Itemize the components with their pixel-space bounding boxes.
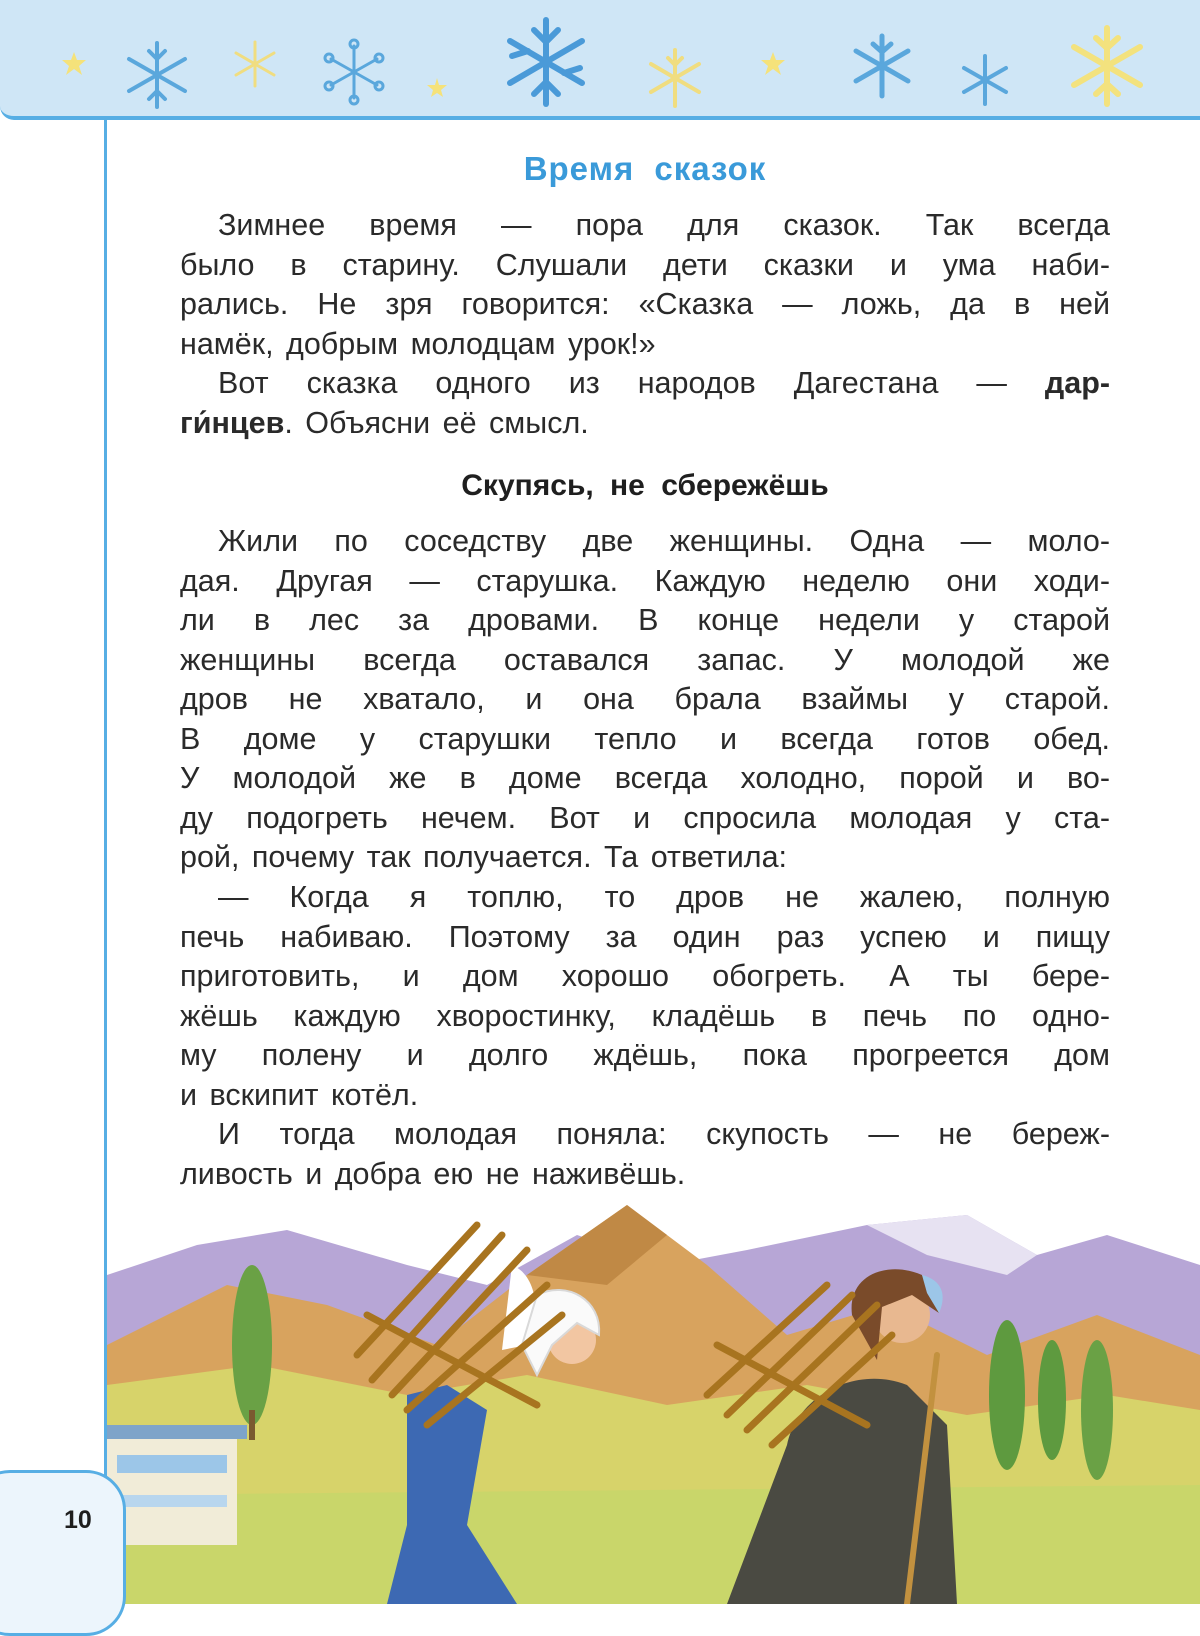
snowflake-row — [0, 0, 1200, 116]
page-number: 10 — [64, 1506, 92, 1534]
page-number-tab — [0, 1470, 126, 1636]
story-title: Скупясь, не сбережёшь — [461, 469, 829, 502]
text-line: намёк, добрым молодцам урок!» — [180, 326, 656, 361]
bold-term: дар- — [1044, 366, 1110, 400]
text-line — [180, 404, 1110, 444]
snowflake-icon — [1074, 28, 1140, 104]
snowflake-icon — [856, 36, 908, 96]
text-line — [180, 364, 1110, 404]
intro-paragraph-1 — [180, 206, 1110, 364]
text-line: ливость и добра ею не наживёшь. — [180, 1156, 686, 1191]
snowflake-icon — [129, 43, 185, 107]
text-line: ли в лес за дровами. В конце недели у старой — [180, 603, 1110, 637]
page-title: Время сказок — [523, 150, 767, 187]
text-line: было в старину. Слушали дети сказки и ума наби- — [180, 247, 1110, 282]
snowflake-icon — [964, 56, 1006, 104]
star-icon — [761, 52, 785, 75]
snowflake-icon — [510, 20, 582, 104]
text-line: женщины всегда оставался запас. У молодой же — [180, 642, 1110, 677]
snowflake-icon — [236, 42, 274, 86]
text-line: Зимнее время — пора для сказок. Так всегда — [218, 208, 1110, 242]
text-line: В доме у старушки тепло и всегда готов обед. — [180, 721, 1110, 756]
text-line: дая. Другая — старушка. Каждую неделю они ходи- — [180, 563, 1110, 598]
snowflake-icon — [325, 40, 383, 104]
text-span: Вот сказка одного из народов Дагестана — — [218, 366, 1045, 400]
text-line: жёшь каждую хворостинку, кладёшь в печь по одно- — [180, 998, 1110, 1033]
star-icon — [427, 78, 447, 97]
story-paragraph-2 — [180, 878, 1110, 1115]
text-span: . Объясни её смысл. — [284, 405, 589, 440]
text-line: рались. Не зря говорится: «Сказка — ложь, да в ней — [180, 287, 1110, 321]
text-line: Жили по соседству две женщины. Одна — моло- — [218, 524, 1110, 558]
mountain-scene — [107, 1195, 1200, 1604]
text-line: рой, почему так получается. Та ответила: — [180, 840, 788, 874]
story-paragraph-3 — [180, 1115, 1110, 1194]
story-paragraph-1 — [180, 522, 1110, 878]
text-line: приготовить, и дом хорошо обогреть. А ты бере- — [180, 959, 1110, 993]
text-line: И тогда молодая поняла: скупость — не береж- — [218, 1117, 1110, 1151]
text-line: му полену и долго ждёшь, пока прогреется дом — [180, 1038, 1110, 1072]
star-icon — [62, 52, 86, 75]
text-line: У молодой же в доме всегда холодно, порой и во- — [180, 761, 1110, 795]
text-line: дров не хватало, и она брала взаймы у старой. — [180, 682, 1110, 716]
intro-paragraph-2 — [180, 364, 1110, 443]
text-line: ду подогреть нечем. Вот и спросила молодая у ста- — [180, 800, 1110, 835]
text-line: и вскипит котёл. — [180, 1077, 419, 1112]
snowflake-icon — [651, 50, 699, 106]
story-illustration — [107, 1195, 1200, 1609]
text-line: — Когда я топлю, то дров не жалею, полную — [218, 880, 1110, 914]
text-line: печь набиваю. Поэтому за один раз успею и пищу — [180, 919, 1110, 954]
bold-term: ги́нцев — [180, 405, 285, 440]
snowflake-banner — [0, 0, 1200, 120]
